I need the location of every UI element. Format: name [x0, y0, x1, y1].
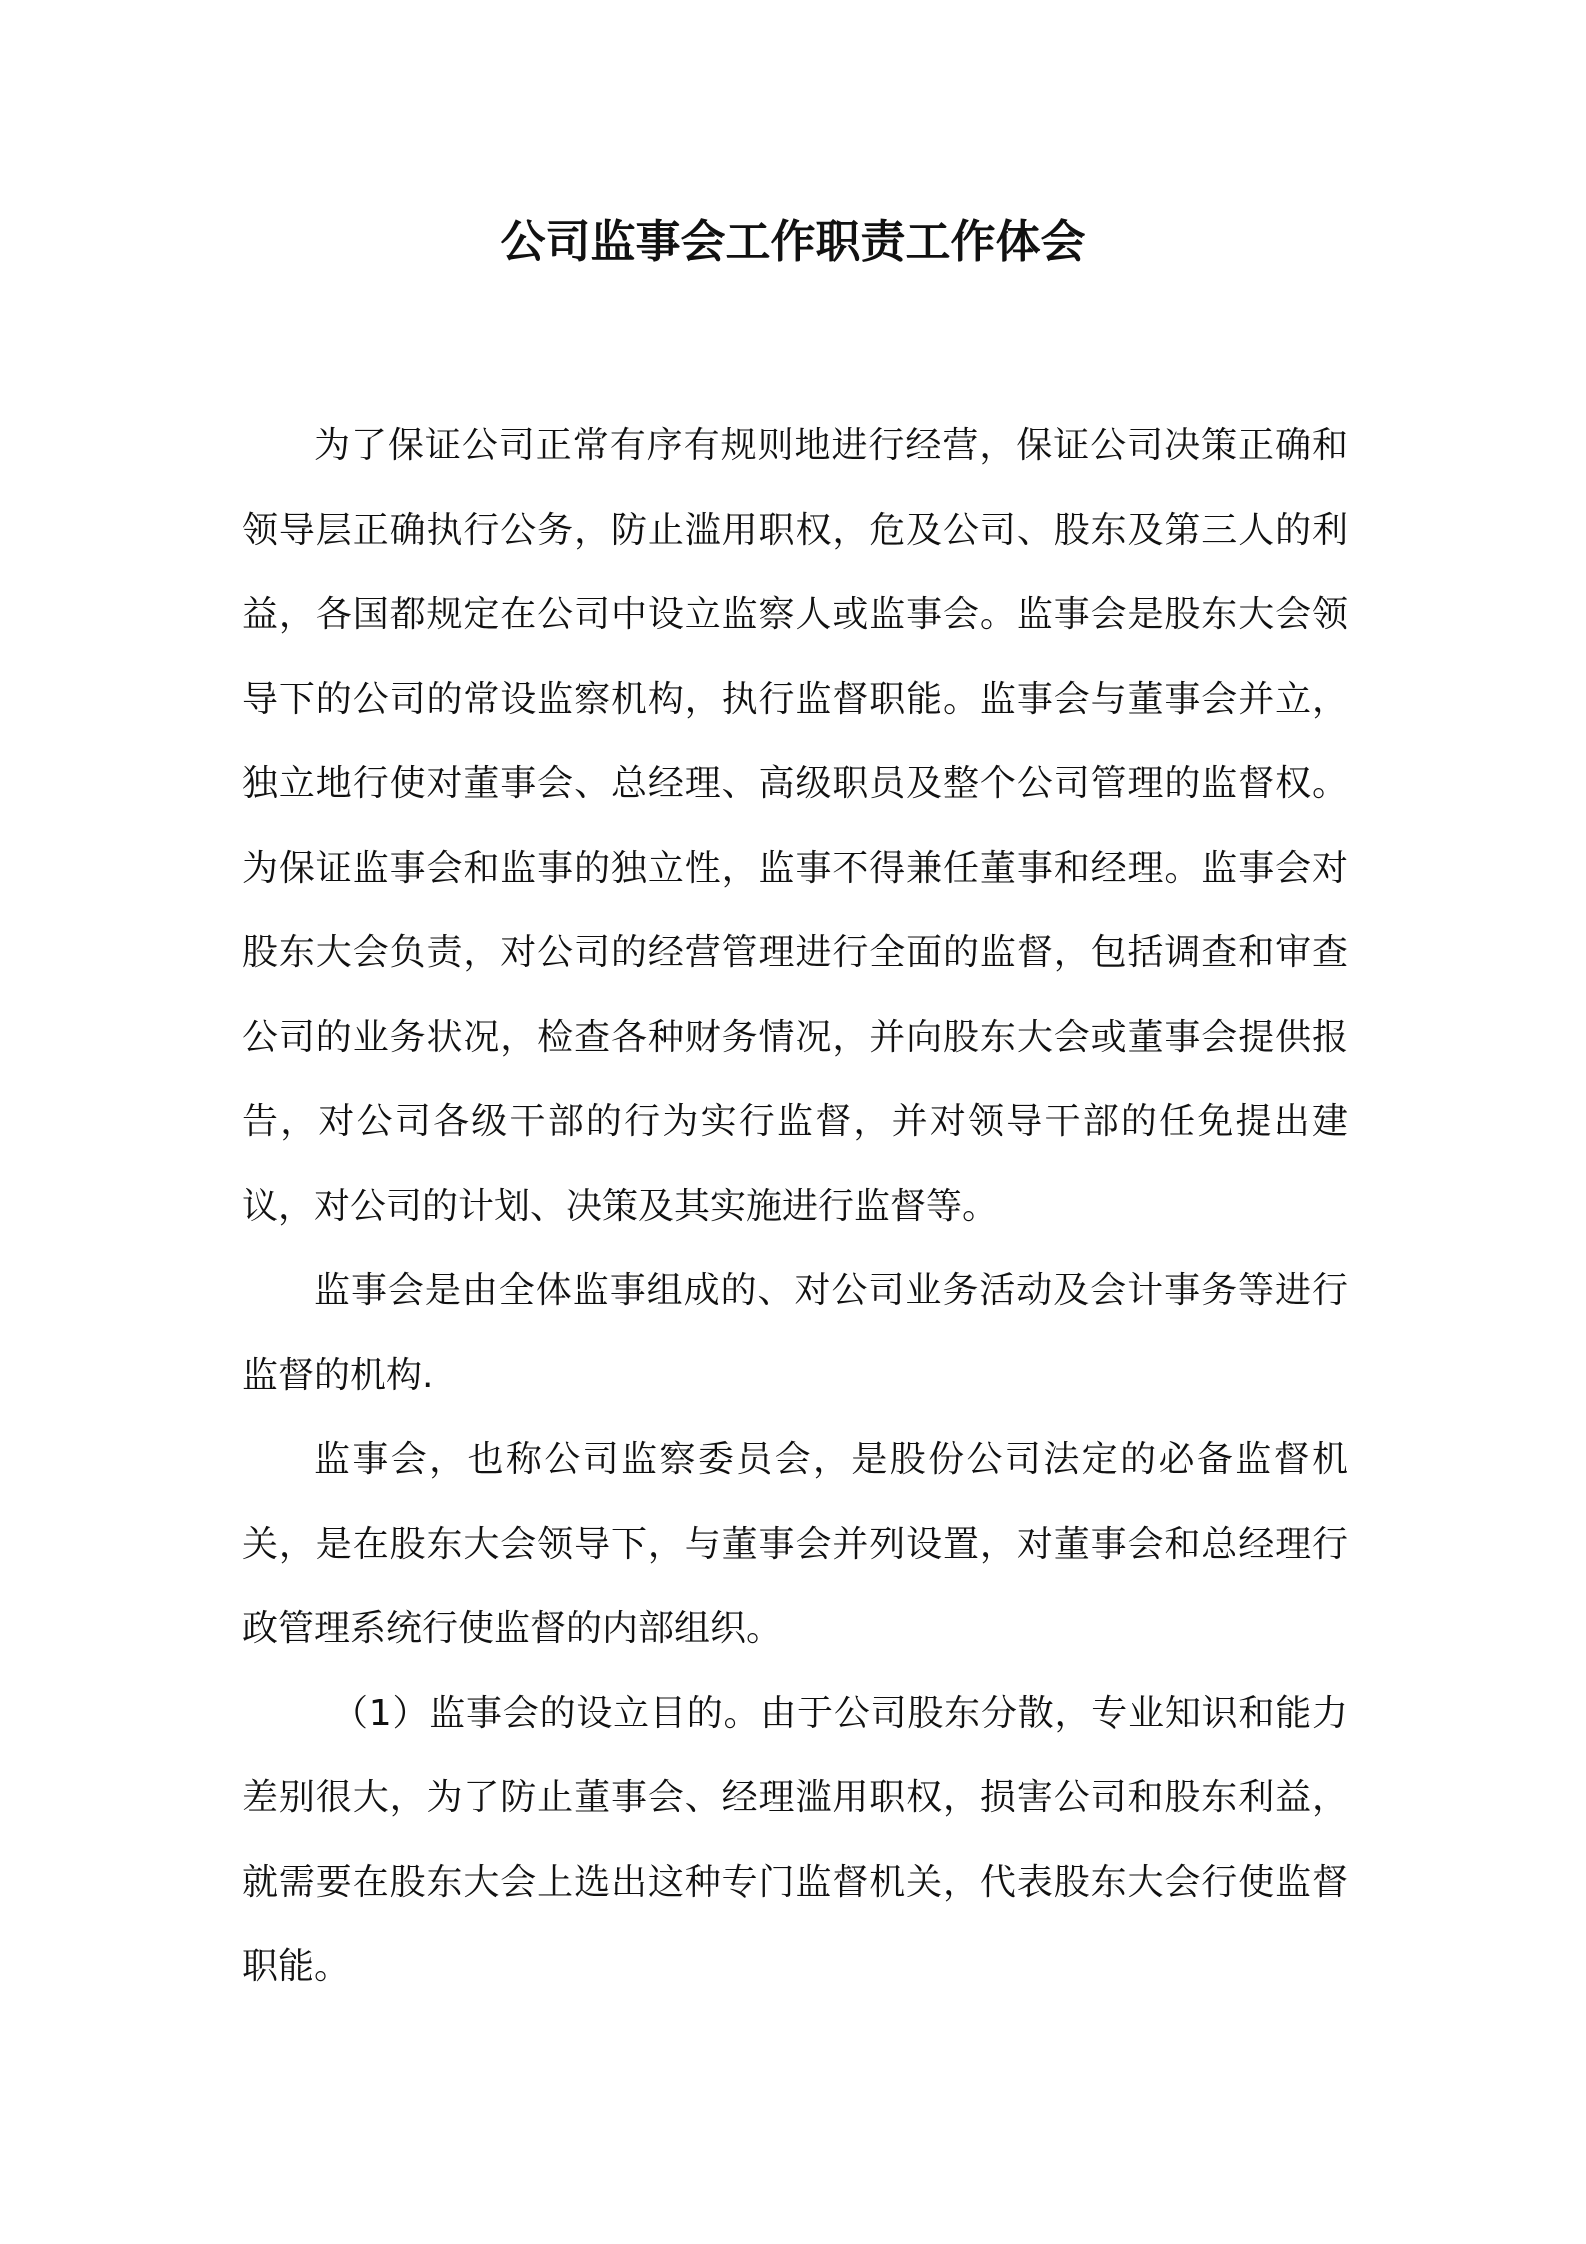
paragraph: 为了保证公司正常有序有规则地进行经营，保证公司决策正确和领导层正确执行公务，防止滥用职权，危及公司、股东及第三人的利益，各国都规定在公司中设立监察人或监事会。监事会是股东大会领导下的公司的常设监察机构，执行监督职能。监事会与董事会并立，独立地行使对董事会、总经理、高级职员及整个公司管理的监督权。为保证监事会和监事的独立性，监事不得兼任董事和经理。监事会对股东大会负责，对公司的经营管理进行全面的监督，包括调查和审查公司的业务状况，检查各种财务情况，并向股东大会或董事会提供报告，对公司各级干部的行为实行监督，并对领导干部的任免提出建议，对公司的计划、决策及其实施进行监督等。	[242, 425, 1348, 1227]
paragraph: 监事会，也称公司监察委员会，是股份公司法定的必备监督机关，是在股东大会领导下，与董事会并列设置，对董事会和总经理行政管理系统行使监督的内部组织。	[242, 1439, 1348, 1649]
paragraph: 监事会是由全体监事组成的、对公司业务活动及会计事务等进行监督的机构.	[242, 1270, 1348, 1396]
document-body	[242, 404, 1348, 2010]
paragraph: （1）监事会的设立目的。由于公司股东分散，专业知识和能力差别很大，为了防止董事会、经理滥用职权，损害公司和股东利益，就需要在股东大会上选出这种专门监督机关，代表股东大会行使监督职能。	[242, 1692, 1348, 1987]
document-title: 公司监事会工作职责工作体会	[500, 215, 1086, 268]
